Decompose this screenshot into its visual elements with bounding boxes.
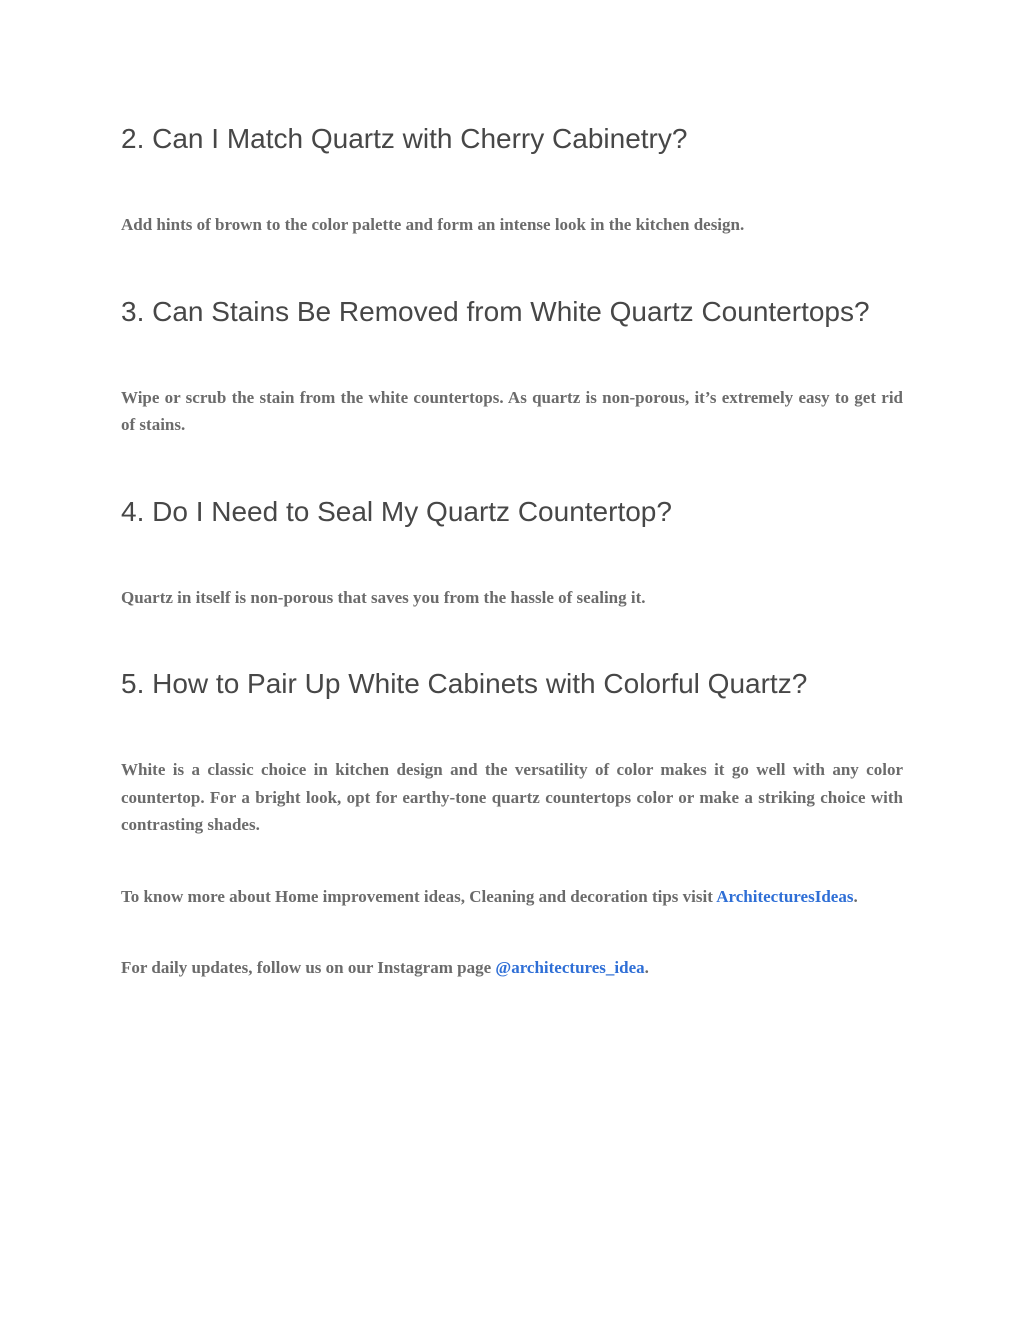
section-body-pair-white-cabinets: White is a classic choice in kitchen design and the versatility of color makes it go well with any color countertop. For a bright look, opt for earthy-tone quartz countertops color or make a striking choice with contrasting shades.	[121, 760, 903, 834]
more-info-text: To know more about Home improvement ideas, Cleaning and decoration tips visit	[121, 886, 717, 906]
section-heading-can-i-match-quartz: 2. Can I Match Quartz with Cherry Cabinetry?	[121, 123, 688, 154]
document-page	[121, 0, 903, 982]
instagram-paragraph	[121, 954, 903, 982]
instagram-text: For daily updates, follow us on our Instagram page	[121, 958, 496, 977]
instagram-link[interactable]: @architectures_idea	[495, 958, 645, 977]
section-body-can-stains-be-removed: Wipe or scrub the stain from the white countertops. As quartz is non-porous, it’s extremely easy to get rid of stains.	[121, 387, 903, 434]
section-heading-pair-white-cabinets: 5. How to Pair Up White Cabinets with Colorful Quartz?	[121, 668, 808, 699]
section-body-seal-quartz: Quartz in itself is non-porous that saves you from the hassle of sealing it.	[121, 587, 646, 607]
section-heading-can-stains-be-removed: 3. Can Stains Be Removed from White Quartz Countertops?	[121, 295, 870, 327]
more-info-period: .	[853, 886, 858, 906]
section-body-can-i-match-quartz: Add hints of brown to the color palette and form an intense look in the kitchen design.	[121, 215, 745, 234]
architectures-ideas-link[interactable]: ArchitecturesIdeas	[716, 886, 854, 906]
instagram-period: .	[644, 958, 649, 977]
section-heading-seal-quartz: 4. Do I Need to Seal My Quartz Countertop?	[121, 495, 672, 527]
more-info-paragraph	[121, 883, 903, 911]
